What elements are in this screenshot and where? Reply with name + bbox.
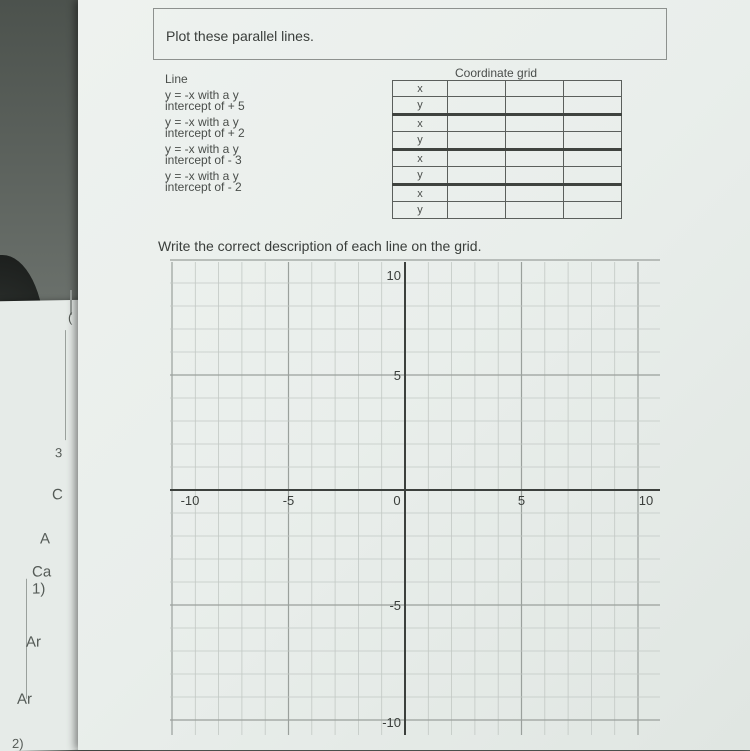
line-item-4-text1: y = -x with a y bbox=[165, 169, 239, 183]
under-frag-3: C bbox=[52, 486, 63, 504]
y-tick-label: -5 bbox=[389, 598, 401, 613]
line-item-2-text1: y = -x with a y bbox=[165, 115, 239, 129]
row-label: x bbox=[393, 114, 448, 132]
y-tick-label: -10 bbox=[382, 715, 401, 730]
x-tick-label: -5 bbox=[282, 493, 295, 508]
x-tick-label: 10 bbox=[638, 493, 654, 508]
line-item-1-text1: y = -x with a y bbox=[165, 88, 239, 102]
coordinate-grid-title: Coordinate grid bbox=[455, 66, 538, 80]
line-item-1-text2: intercept of + 5 bbox=[165, 99, 245, 113]
under-frag-1: ( bbox=[68, 309, 73, 326]
x-tick-label: 5 bbox=[517, 493, 526, 508]
x-tick-label: -10 bbox=[180, 493, 200, 508]
line-item-3-text2: intercept of - 3 bbox=[165, 153, 242, 167]
tick-labels bbox=[181, 268, 654, 730]
row-label: y bbox=[393, 167, 448, 185]
x-tick-label: 0 bbox=[393, 493, 401, 508]
line-item-2-text2: intercept of + 2 bbox=[165, 126, 245, 140]
instruction-text: Plot these parallel lines. bbox=[166, 28, 314, 44]
y-tick-label: 10 bbox=[386, 268, 401, 283]
under-frag-9: 2) bbox=[12, 735, 24, 751]
row-label: x bbox=[393, 81, 448, 97]
y-tick-label: 5 bbox=[393, 368, 401, 383]
under-frag-5: Ca bbox=[32, 563, 52, 581]
line-item-3-text1: y = -x with a y bbox=[165, 142, 239, 156]
row-label: x bbox=[393, 184, 448, 202]
row-label: y bbox=[393, 132, 448, 150]
under-frag-7: Ar bbox=[26, 633, 41, 651]
row-label: y bbox=[393, 97, 448, 115]
lines-header: Line bbox=[165, 72, 188, 86]
write-instruction: Write the correct description of each line on the grid. bbox=[158, 238, 482, 254]
under-frag-4: A bbox=[40, 530, 51, 548]
line-item-4-text2: intercept of - 2 bbox=[165, 180, 242, 194]
row-label: y bbox=[393, 202, 448, 219]
under-frag-8: Ar bbox=[17, 690, 32, 708]
under-frag-6: 1) bbox=[32, 580, 46, 598]
under-frag-2: 3 bbox=[55, 445, 63, 461]
grid-lines bbox=[170, 260, 660, 735]
axes bbox=[170, 262, 660, 735]
row-label: x bbox=[393, 149, 448, 167]
